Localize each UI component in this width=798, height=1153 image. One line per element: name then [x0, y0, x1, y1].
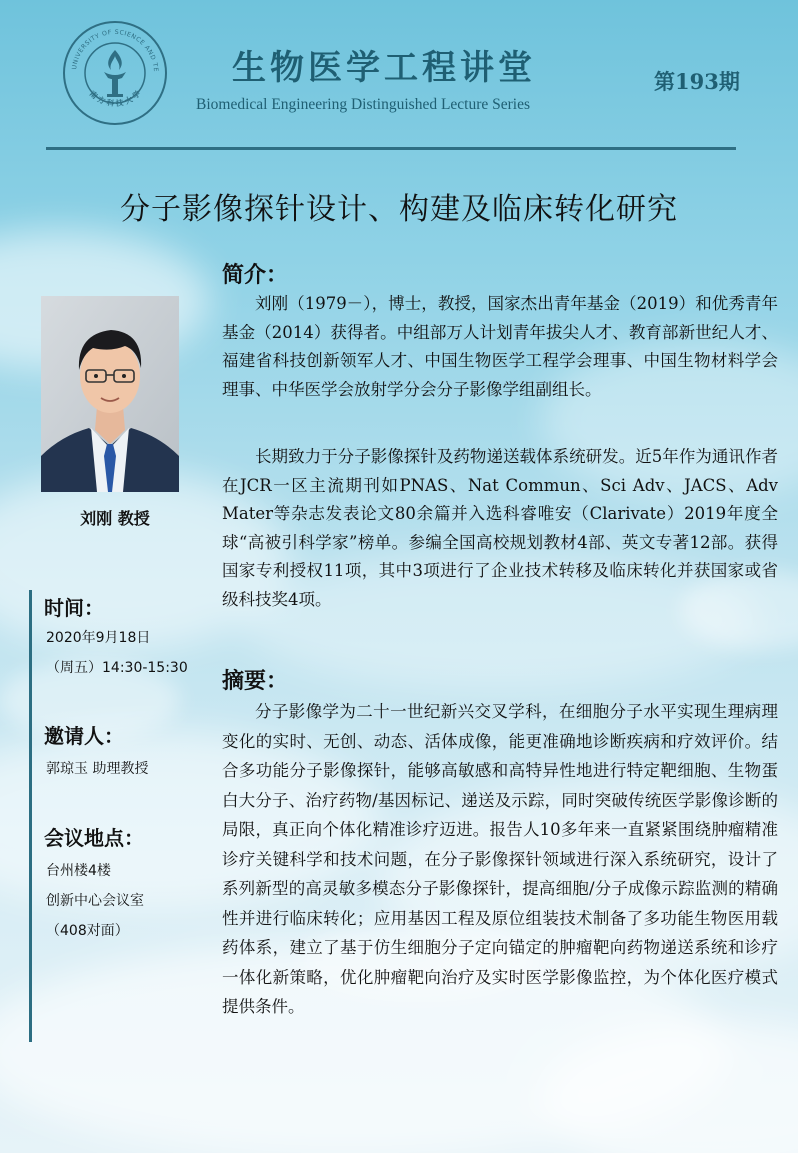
- svg-text:SOUTHERN UNIVERSITY OF SCIENCE: UNIVERSITY OF SCIENCE AND TE: [71, 28, 160, 73]
- university-logo: [62, 20, 168, 126]
- bio-heading: 简介：: [222, 262, 289, 288]
- svg-text:南 方 科 技 大 学: 南 方 科 技 大 学: [87, 89, 143, 108]
- talk-title: 分子影像探针设计、构建及临床转化研究: [120, 192, 678, 227]
- event-date: 2020年9月18日: [46, 630, 151, 646]
- abstract-heading: 摘要：: [222, 668, 289, 694]
- issue-number: 第193期: [654, 69, 740, 94]
- speaker-name: 刘刚 教授: [80, 509, 150, 528]
- speaker-photo: [41, 296, 179, 492]
- bio-paragraph-1: 刘刚（1979－），博士，教授，国家杰出青年基金（2019）和优秀青年基金（2014）获得者。中组部万人计划青年拔尖人才、教育部新世纪人才、福建省科技创新领军人才、中国生物医学工程学会理事、中国生物材料学会理事、中华医学会放射学分会分子影像学组副组长。: [222, 294, 778, 399]
- venue-line-3: （408对面）: [46, 923, 129, 939]
- series-title-cn: 生物医学工程讲堂: [232, 48, 536, 88]
- time-heading: 时间：: [44, 596, 104, 620]
- bio-paragraph-2: 长期致力于分子影像探针及药物递送载体系统研发。近5年作为通讯作者在JCR一区主流期刊如PNAS、Nat Commun、Sci Adv、JACS、Adv Mater等杂志发表论文80余篇并入选科睿唯安（Clarivate）2019年度全球“高被引科学家”榜单。参编全国高校规划教材4部、英文专著12部。获得国家专利授权11项，其中3项进行了企业技术转移及临床转化并获国家或省级科技奖4项。: [222, 447, 778, 609]
- venue-line-2: 创新中心会议室: [46, 893, 144, 909]
- inviter-heading: 邀请人：: [44, 724, 124, 748]
- info-accent-bar: [29, 590, 32, 1042]
- venue-line-1: 台州楼4楼: [46, 863, 111, 879]
- abstract-paragraph: 分子影像学为二十一世纪新兴交叉学科，在细胞分子水平实现生理病理变化的实时、无创、动态、活体成像，能更准确地诊断疾病和疗效评价。结合多功能分子影像探针，能够高敏感和高特异性地进行特定靶细胞、生物蛋白大分子、治疗药物/基因标记、递送及示踪，同时突破传统医学影像诊断的局限，真正向个体化精准诊疗迈进。报告人10多年来一直紧紧围绕肿瘤精准诊疗关键科学和技术问题，在分子影像探针领域进行深入系统研究，设计了系列新型的高灵敏多模态分子影像探针，提高细胞/分子成像示踪监测的精确性并进行临床转化；应用基因工程及原位组装技术制备了多功能生物医用载药体系，建立了基于仿生细胞分子定向锚定的肿瘤靶向药物递送系统和诊疗一体化新策略，优化肿瘤靶向治疗及实时医学影像监控，为个体化医疗模式提供条件。: [222, 702, 778, 1016]
- header-divider: [46, 147, 736, 150]
- venue-heading: 会议地点：: [44, 826, 144, 850]
- inviter-name: 郭琼玉 助理教授: [46, 761, 149, 777]
- event-time: （周五）14:30-15:30: [46, 660, 188, 676]
- series-title-en: Biomedical Engineering Distinguished Lecture Series: [196, 96, 531, 113]
